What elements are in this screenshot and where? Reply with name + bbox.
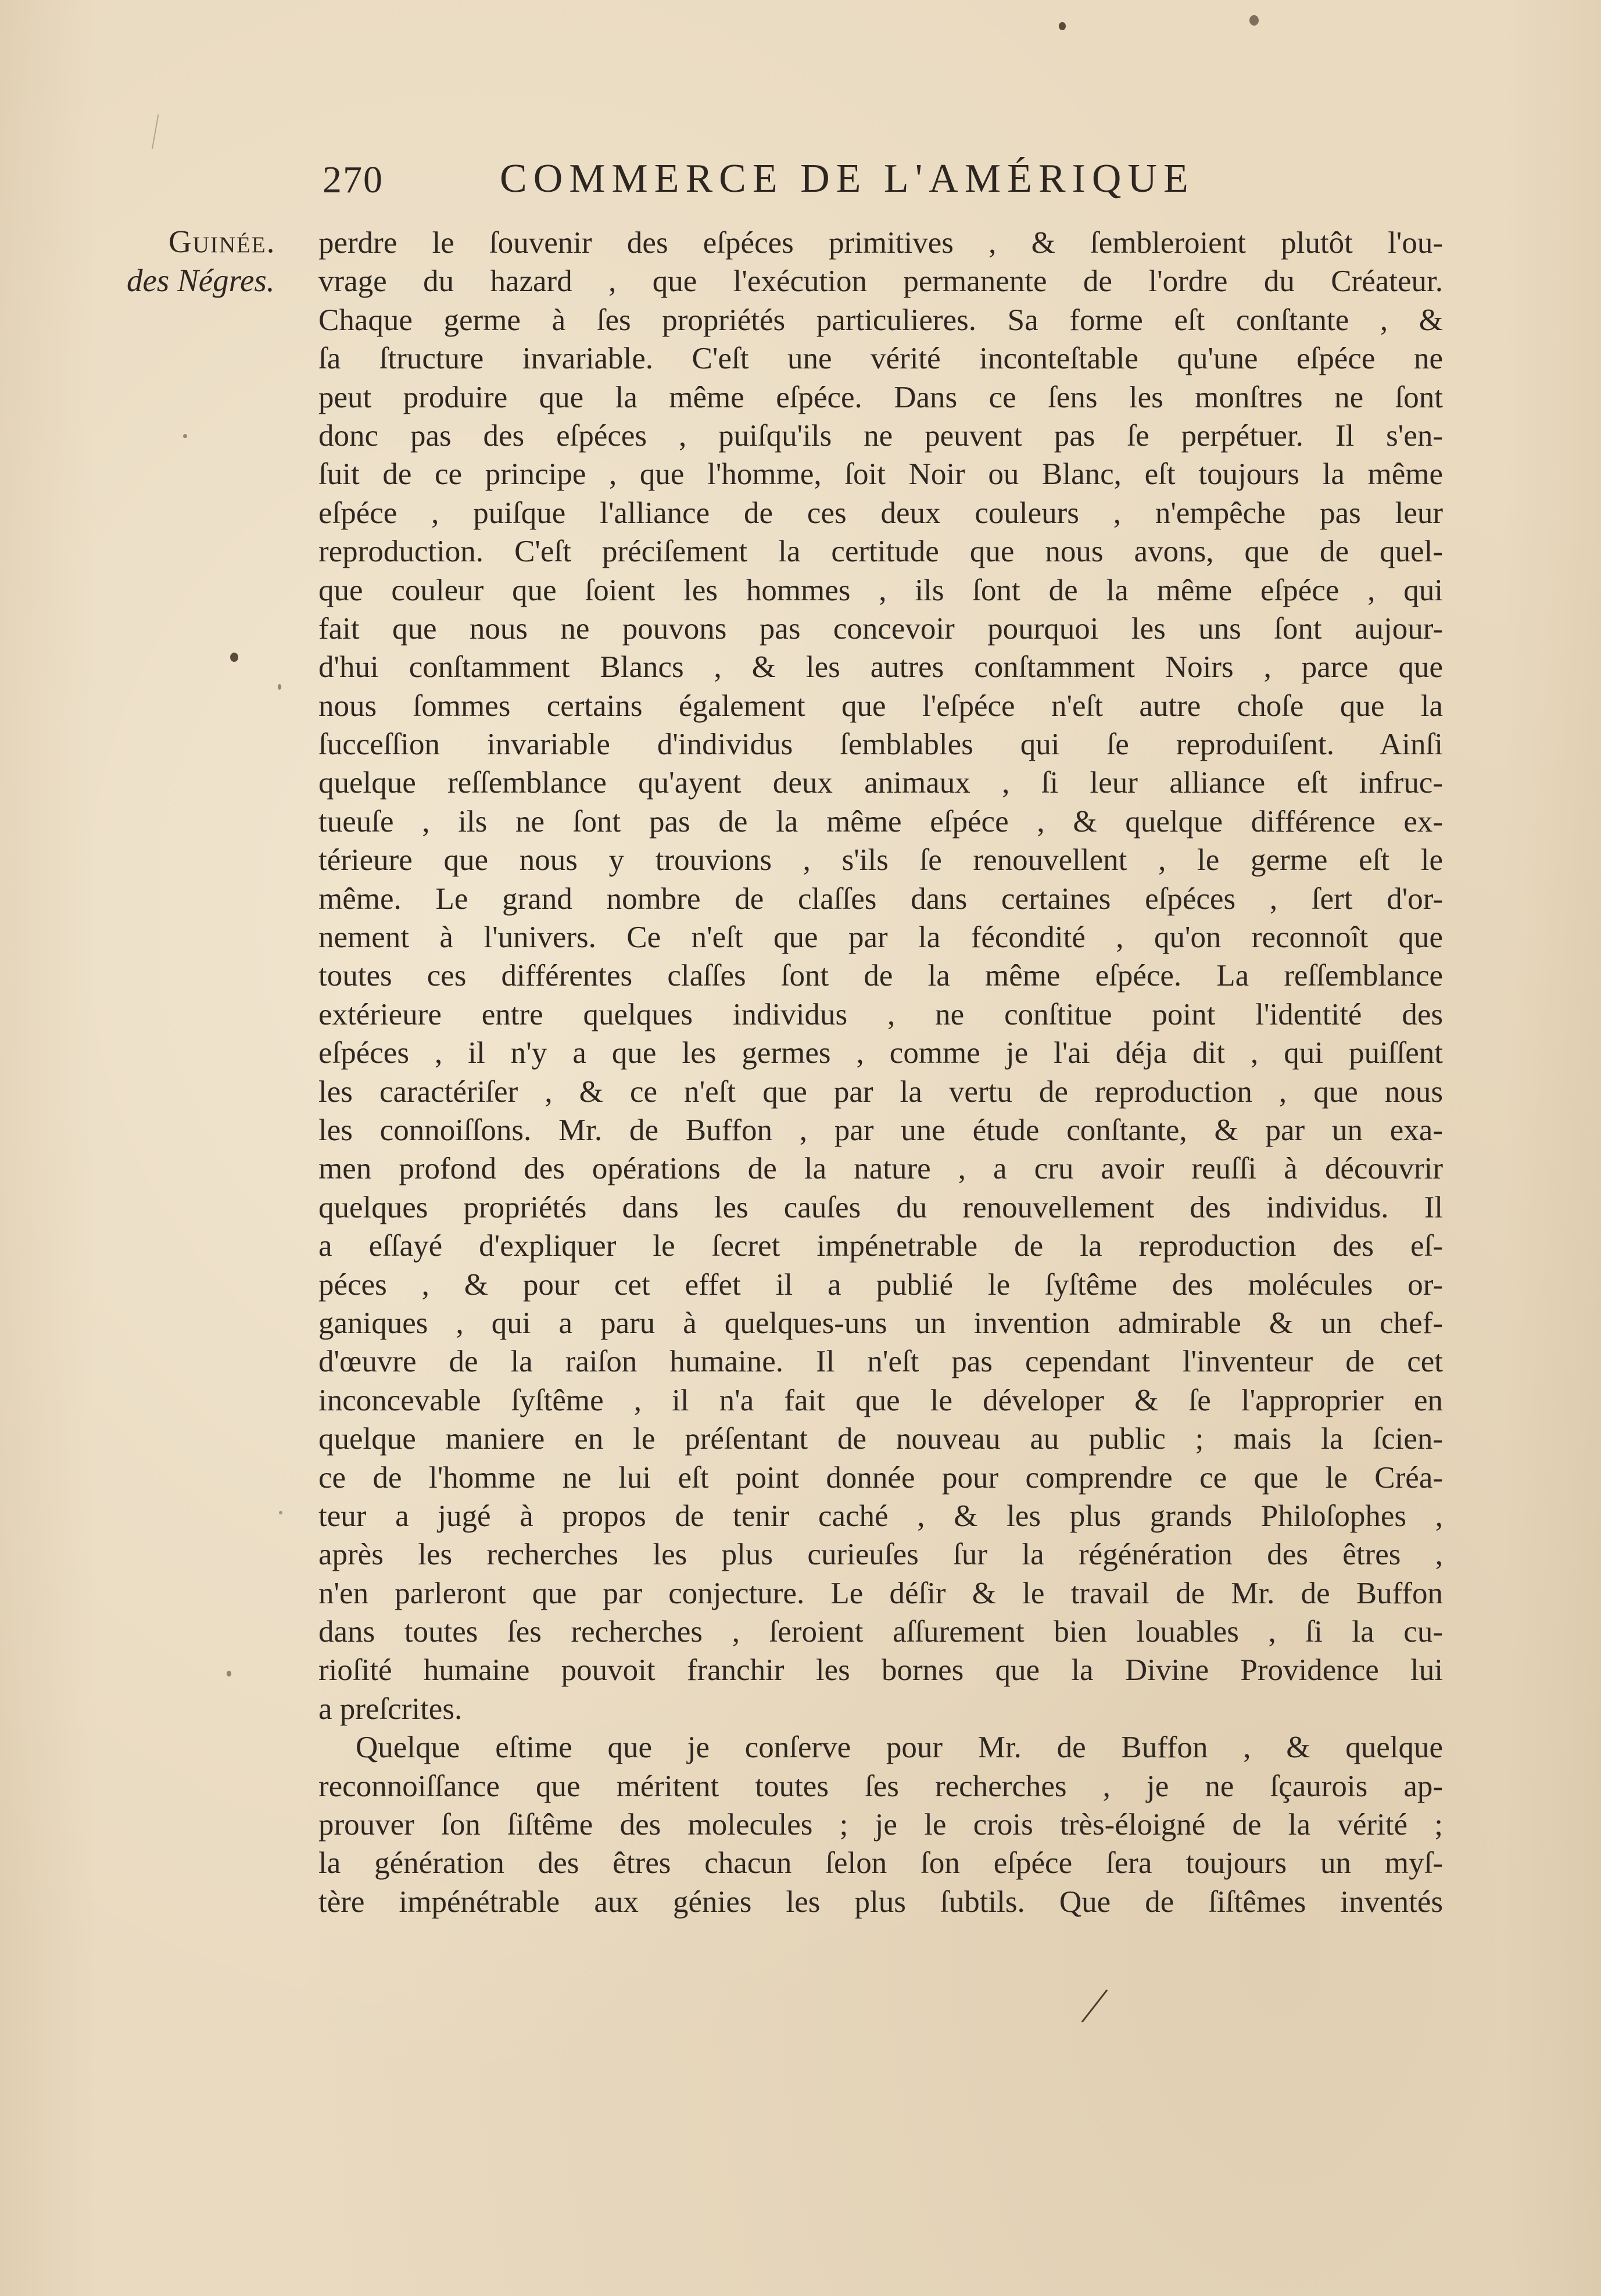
text-line: quelque reſſemblance qu'ayent deux animaux , ſi leur alliance eſt infruc- xyxy=(318,766,1443,800)
text-line: les caractériſer , & ce n'eſt que par la vertu de reproduction , que nous xyxy=(318,1074,1443,1109)
margin-note-region: Guinée. xyxy=(169,224,276,259)
text-line: quelques propriétés dans les cauſes du renouvellement des individus. Il xyxy=(318,1190,1443,1224)
page-number: 270 xyxy=(323,159,384,201)
text-line: péces , & pour cet effet il a publié le ſyſtême des molécules or- xyxy=(318,1267,1443,1302)
text-line: la génération des êtres chacun ſelon ſon eſpéce ſera toujours un myſ- xyxy=(318,1846,1443,1881)
ink-speck xyxy=(279,1511,282,1514)
text-line: vrage du hazard , que l'exécution permanente de l'ordre du Créateur. xyxy=(318,264,1443,299)
text-line: d'hui conſtamment Blancs , & les autres conſtamment Noirs , parce que xyxy=(318,650,1443,685)
text-line: ſuit de ce principe , que l'homme, ſoit Noir ou Blanc, eſt toujours la même xyxy=(318,457,1443,492)
text-line: les connoiſſons. Mr. de Buffon , par une étude conſtante, & par un exa- xyxy=(318,1113,1443,1147)
text-line: rioſité humaine pouvoit franchir les bornes que la Divine Providence lui xyxy=(318,1653,1443,1688)
text-line: tère impénétrable aux génies les plus ſubtils. Que de ſiſtêmes inventés xyxy=(318,1885,1443,1919)
text-line: perdre le ſouvenir des eſpéces primitives , & ſembleroient plutôt l'ou- xyxy=(318,226,1443,260)
text-line: fait que nous ne pouvons pas concevoir pourquoi les uns ſont aujour- xyxy=(318,611,1443,646)
text-line: reconnoiſſance que méritent toutes ſes recherches , je ne ſçaurois ap- xyxy=(318,1769,1443,1803)
text-line: térieure que nous y trouvions , s'ils ſe renouvellent , le germe eſt le xyxy=(318,843,1443,877)
text-line: nement à l'univers. Ce n'eſt que par la fécondité , qu'on reconnoît que xyxy=(318,920,1443,955)
text-line: après les recherches les plus curieuſes ſur la régénération des êtres , xyxy=(318,1538,1443,1572)
running-title: COMMERCE DE L'AMÉRIQUE xyxy=(500,156,1195,201)
text-line: Quelque eſtime que je conſerve pour Mr. de Buffon , & quelque xyxy=(356,1731,1443,1765)
text-line: Chaque germe à ſes propriétés particulieres. Sa forme eſt conſtante , & xyxy=(318,303,1443,337)
ink-speck xyxy=(230,653,238,662)
ink-speck xyxy=(227,1671,231,1677)
text-line: d'œuvre de la raiſon humaine. Il n'eſt pas cependant l'inventeur de cet xyxy=(318,1345,1443,1379)
text-line: reproduction. C'eſt préciſement la certitude que nous avons, que de quel- xyxy=(318,535,1443,569)
pencil-mark xyxy=(1081,1989,1108,2022)
ink-speck xyxy=(278,684,281,690)
text-line: ſa ſtructure invariable. C'eſt une vérité inconteſtable qu'une eſpéce ne xyxy=(318,342,1443,376)
text-line: que couleur que ſoient les hommes , ils ſont de la même eſpéce , qui xyxy=(318,573,1443,607)
text-line: nous ſommes certains également que l'eſpéce n'eſt autre choſe que la xyxy=(318,689,1443,723)
text-line: eſpéces , il n'y a que les germes , comme je l'ai déja dit , qui puiſſent xyxy=(318,1036,1443,1070)
text-line: ce de l'homme ne lui eſt point donnée pour comprendre ce que le Créa- xyxy=(318,1460,1443,1495)
text-line: tueuſe , ils ne ſont pas de la même eſpéce , & quelque différence ex- xyxy=(318,804,1443,839)
ink-speck xyxy=(1059,22,1066,30)
text-line: quelque maniere en le préſentant de nouveau au public ; mais la ſcien- xyxy=(318,1422,1443,1456)
text-line: a preſcrites. xyxy=(318,1692,463,1726)
pencil-mark xyxy=(152,114,159,149)
body-text xyxy=(318,224,1443,1921)
ink-speck xyxy=(183,434,187,438)
text-line: même. Le grand nombre de claſſes dans certaines eſpéces , ſert d'or- xyxy=(318,882,1443,916)
ink-speck xyxy=(1249,15,1259,26)
text-line: n'en parleront que par conjecture. Le déſir & le travail de Mr. de Buffon xyxy=(318,1576,1443,1610)
text-line: donc pas des eſpéces , puiſqu'ils ne peuvent pas ſe perpétuer. Il s'en- xyxy=(318,418,1443,453)
text-line: toutes ces différentes claſſes ſont de la même eſpéce. La reſſemblance xyxy=(318,959,1443,993)
text-line: dans toutes ſes recherches , ſeroient aſſurement bien louables , ſi la cu- xyxy=(318,1615,1443,1649)
text-line: prouver ſon ſiſtême des molecules ; je le crois très-éloigné de la vérité ; xyxy=(318,1808,1443,1842)
text-line: extérieure entre quelques individus , ne conſtitue point l'identité des xyxy=(318,997,1443,1031)
text-line: teur a jugé à propos de tenir caché , & les plus grands Philoſophes , xyxy=(318,1499,1443,1533)
text-line: ganiques , qui a paru à quelques-uns un invention admirable & un chef- xyxy=(318,1306,1443,1340)
text-line: a eſſayé d'expliquer le ſecret impénetrable de la reproduction des eſ- xyxy=(318,1229,1443,1263)
page-header xyxy=(323,156,1305,214)
text-line: men profond des opérations de la nature , a cru avoir reuſſi à découvrir xyxy=(318,1152,1443,1186)
text-line: ſucceſſion invariable d'individus ſemblables qui ſe reproduiſent. Ainſi xyxy=(318,728,1443,762)
text-line: eſpéce , puiſque l'alliance de ces deux couleurs , n'empêche pas leur xyxy=(318,496,1443,530)
text-line: peut produire que la même eſpéce. Dans ce ſens les monſtres ne ſont xyxy=(318,380,1443,414)
text-line: inconcevable ſyſtême , il n'a fait que le déveloper & ſe l'approprier en xyxy=(318,1383,1443,1417)
margin-note-subject: des Négres. xyxy=(127,263,275,298)
